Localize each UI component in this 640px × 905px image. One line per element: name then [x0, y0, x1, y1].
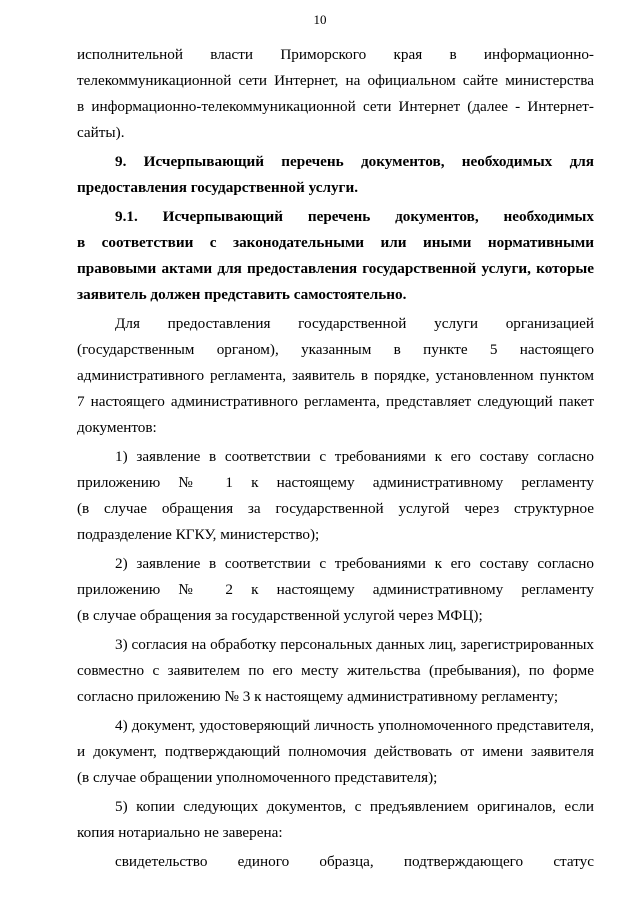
text-line: свидетельство единого образца, подтверждающего статус — [115, 853, 594, 870]
text-line: заявитель должен представить самостоятельно. — [77, 286, 407, 303]
text-line: 9. Исчерпывающий перечень документов, необходимых для — [115, 153, 594, 170]
text-line: сайты). — [77, 124, 125, 141]
text-line: согласно приложению № 3 к настоящему административному регламенту; — [77, 688, 559, 705]
text-line: 2) заявление в соответствии с требованиями к его составу согласно — [115, 555, 594, 572]
text-line: подразделение КГКУ, министерство); — [77, 526, 320, 543]
text-line: документов: — [77, 419, 157, 436]
text-line: 9.1. Исчерпывающий перечень документов, необходимых — [115, 208, 594, 225]
text-line: в информационно-телекоммуникационной сети Интернет (далее - Интернет- — [77, 98, 594, 115]
text-line: 5) копии следующих документов, с предъявлением оригиналов, если — [115, 798, 594, 815]
text-line: 3) согласия на обработку персональных данных лиц, зарегистрированных — [115, 636, 594, 653]
document-body — [77, 42, 594, 875]
text-line: исполнительной власти Приморского края в информационно- — [77, 46, 594, 63]
text-line: и документ, подтверждающий полномочия действовать от имени заявителя — [77, 743, 594, 760]
text-line: (в случае обращения за государственной услугой через МФЦ); — [77, 607, 483, 624]
text-line: Для предоставления государственной услуги организацией — [115, 315, 594, 332]
text-line: правовыми актами для предоставления государственной услуги, которые — [77, 260, 594, 277]
text-line: в соответствии с законодательными или иными нормативными — [77, 234, 594, 251]
text-line: копия нотариально не заверена: — [77, 824, 283, 841]
page-number: 10 — [313, 12, 327, 27]
text-line: приложению № 1 к настоящему административному регламенту — [77, 474, 594, 491]
text-line: приложению № 2 к настоящему административному регламенту — [77, 581, 594, 598]
text-line: административного регламента, заявитель в порядке, установленном пунктом — [77, 367, 594, 384]
text-line: 1) заявление в соответствии с требованиями к его составу согласно — [115, 448, 594, 465]
text-line: (государственным органом), указанным в пункте 5 настоящего — [77, 341, 594, 358]
text-line: (в случае обращения за государственной услугой через структурное — [77, 500, 594, 517]
text-line: телекоммуникационной сети Интернет, на официальном сайте министерства — [77, 72, 594, 89]
text-line: (в случае обращении уполномоченного представителя); — [77, 769, 438, 786]
text-line: 7 настоящего административного регламента, представляет следующий пакет — [77, 393, 594, 410]
text-line: совместно с заявителем по его месту жительства (пребывания), по форме — [77, 662, 594, 679]
text-line: предоставления государственной услуги. — [77, 179, 358, 196]
text-line: 4) документ, удостоверяющий личность уполномоченного представителя, — [115, 717, 594, 734]
